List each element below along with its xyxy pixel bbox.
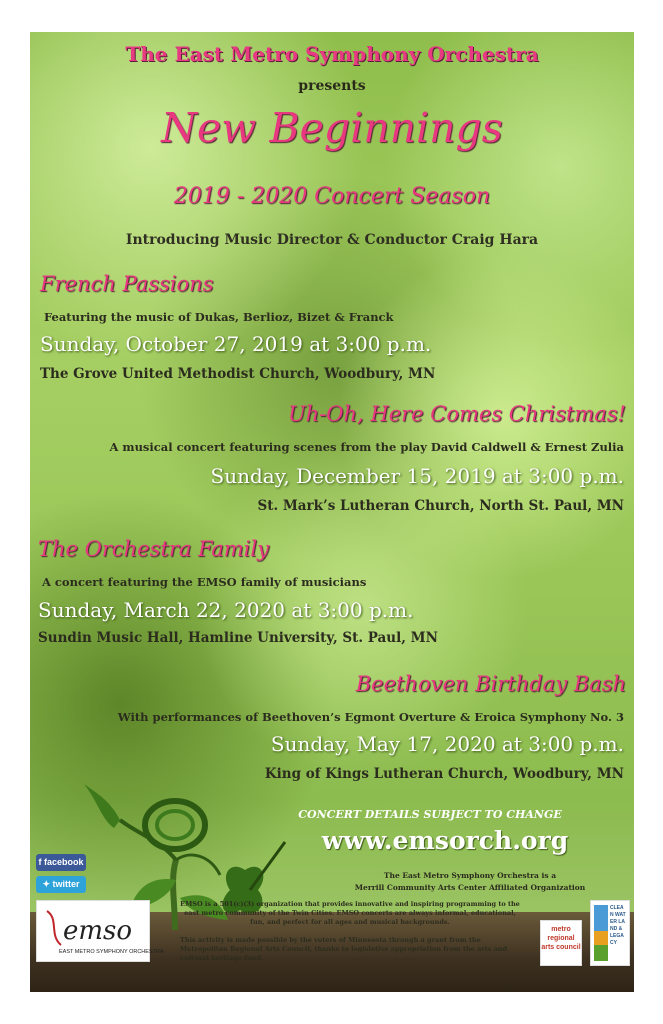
- facebook-icon: f: [38, 857, 44, 867]
- emso-subtitle: EAST METRO SYMPHONY ORCHESTRA: [59, 949, 164, 955]
- concert-venue: King of Kings Lutheran Church, Woodbury, MN: [264, 766, 624, 782]
- concert-title: The Orchestra Family: [38, 537, 269, 561]
- concert-description: Featuring the music of Dukas, Berlioz, Bizet & Franck: [44, 310, 394, 324]
- emso-wordmark: emso: [63, 916, 133, 946]
- concert-description: A musical concert featuring scenes from the play David Caldwell & Ernest Zulia: [109, 440, 624, 454]
- presents-text: presents: [298, 78, 366, 94]
- affiliation-note: [320, 870, 620, 894]
- twitter-icon: ✦: [42, 879, 53, 889]
- concert-poster: [30, 32, 634, 992]
- website-link[interactable]: www.emsorch.org: [321, 826, 569, 855]
- metro-regional-arts-logo: [540, 920, 582, 966]
- concert-title: Beethoven Birthday Bash: [355, 672, 626, 696]
- concert-date: Sunday, May 17, 2020 at 3:00 p.m.: [270, 732, 624, 756]
- concert-venue: The Grove United Methodist Church, Woodbury, MN: [40, 366, 436, 382]
- concert-venue: Sundin Music Hall, Hamline University, St. Paul, MN: [38, 630, 438, 646]
- emso-logo-graphic: [37, 901, 164, 961]
- concert-venue: St. Mark’s Lutheran Church, North St. Paul, MN: [257, 498, 624, 514]
- concert-description: With performances of Beethoven’s Egmont Overture & Eroica Symphony No. 3: [117, 710, 624, 724]
- orchestra-name: The East Metro Symphony Orchestra: [125, 42, 539, 66]
- concert-date: Sunday, March 22, 2020 at 3:00 p.m.: [38, 598, 414, 622]
- legacy-logo-text: CLEAN WATER LAND & LEGACY: [610, 905, 626, 946]
- season-years: 2019 - 2020 Concert Season: [173, 184, 491, 209]
- concert-description: A concert featuring the EMSO family of musicians: [42, 575, 367, 589]
- affiliation-line: The East Metro Symphony Orchestra is a: [383, 871, 557, 880]
- affiliation-line: Merrill Community Arts Center Affiliated Organization: [354, 883, 586, 892]
- season-title: New Beginnings: [161, 104, 503, 152]
- legacy-amendment-logo: [590, 900, 630, 966]
- funding-text: This activity is made possible by the voters of Minnesota through a grant from the Metropolitan Regional Arts Council, thanks to legislative appropriation from the arts and cultural heritage fund.: [180, 936, 508, 962]
- concert-title: French Passions: [40, 272, 214, 296]
- metro-logo-text: metro regional arts council: [541, 926, 581, 951]
- concert-title: Uh-Oh, Here Comes Christmas!: [287, 402, 626, 426]
- facebook-button[interactable]: f facebook: [36, 854, 86, 871]
- conductor-intro: Introducing Music Director & Conductor Craig Hara: [125, 232, 539, 248]
- subject-to-change-note: CONCERT DETAILS SUBJECT TO CHANGE: [298, 808, 562, 821]
- emso-logo: [36, 900, 164, 962]
- concert-date: Sunday, October 27, 2019 at 3:00 p.m.: [40, 332, 432, 356]
- twitter-button[interactable]: ✦ twitter: [36, 876, 86, 893]
- mission-text: EMSO is a 501(c)(3) organization that provides innovative and inspiring programming to the east metro community of the Twin Cities. EMSO concerts are always informal, educational, fun, and perfect for all ages and musical backgrounds.: [180, 900, 520, 926]
- concert-date: Sunday, December 15, 2019 at 3:00 p.m.: [210, 464, 624, 488]
